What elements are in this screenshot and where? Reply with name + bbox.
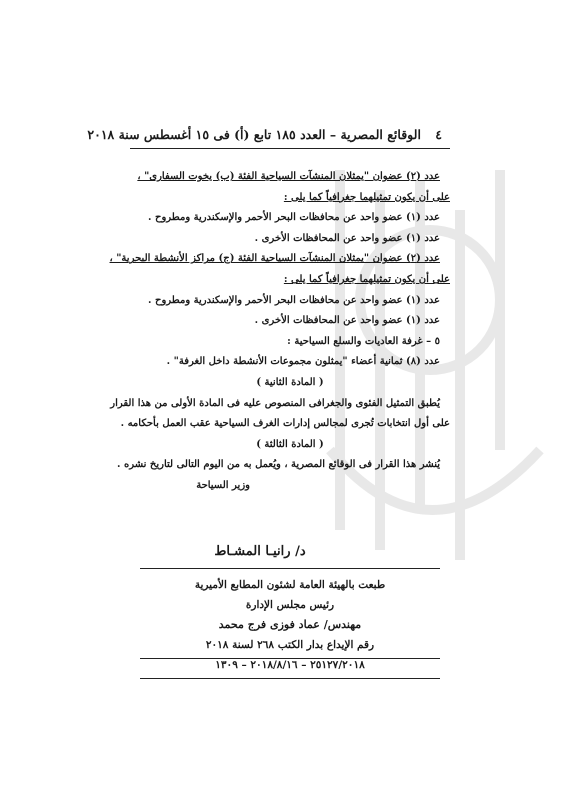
text-line: عدد (٢) عضوان "يمثلان المنشآت السياحية الفئة (ب) يخوت السفارى" ، — [137, 171, 440, 182]
signatory-name: د/ رانيـا المشـاط — [214, 544, 306, 559]
imprint-block — [130, 575, 450, 675]
deposit-number: رقم الإيداع بدار الكتب ٢٦٨ لسنة ٢٠١٨ — [205, 639, 375, 651]
separator-rule — [140, 568, 440, 569]
chair-title: رئيس مجلس الإدارة — [245, 599, 335, 611]
minister-title: وزير السياحة — [196, 479, 250, 491]
chair-name: مهندس/ عماد فوزى فرج محمد — [218, 618, 362, 631]
text-line: عدد (٨) ثمانية أعضاء "يمثلون مجموعات الأنشطة داخل الغرفة" . — [166, 356, 440, 368]
signature-block — [160, 540, 360, 559]
text-line: على أول انتخابات تُجرى لمجالس إدارات الغرف السياحية عقب العمل بأحكامه . — [120, 418, 450, 430]
page-number: ٤ — [435, 127, 442, 142]
text-line: عدد (٢) عضوان "يمثلان المنشآت السياحية الفئة (ج) مراكز الأنشطة البحرية" ، — [109, 253, 440, 265]
body-text — [109, 167, 450, 497]
text-line: على أن يكون تمثيلهما جغرافياً كما يلى : — [283, 191, 450, 203]
text-line: على أن يكون تمثيلهما جغرافياً كما يلى : — [283, 273, 450, 285]
article-heading: ( المادة الثانية ) — [256, 376, 324, 388]
text-line: يُنشر هذا القرار فى الوقائع المصرية ، ويُعمل به من اليوم التالى لتاريخ نشره . — [117, 459, 440, 471]
text-line: عدد (١) عضو واحد عن المحافظات الأخرى . — [254, 315, 440, 327]
article-heading: ( المادة الثالثة ) — [256, 438, 324, 450]
gazette-title: الوقائع المصرية – العدد ١٨٥ تابع (أ) فى ١٥ أغسطس سنة ٢٠١٨ — [87, 127, 421, 142]
header-rule — [130, 148, 450, 149]
page-header — [87, 127, 442, 142]
publication-codes: ٢٥١٢٧/٢٠١٨ – ٢٠١٨/٨/١٦ – ١٣٠٩ — [215, 659, 365, 671]
section-heading: ٥ – غرفة العاديات والسلع السياحية : — [287, 335, 440, 347]
text-line: يُطبق التمثيل الفئوى والجغرافى المنصوص عليه فى المادة الأولى من هذا القرار — [110, 397, 440, 409]
separator-rule-mid — [140, 658, 440, 659]
printer-line: طبعت بالهيئة العامة لشئون المطابع الأميرية — [194, 579, 386, 591]
text-line: عدد (١) عضو واحد عن محافظات البحر الأحمر والإسكندرية ومطروح . — [148, 212, 440, 224]
text-line: عدد (١) عضو واحد عن المحافظات الأخرى . — [254, 232, 440, 244]
text-line: عدد (١) عضو واحد عن محافظات البحر الأحمر والإسكندرية ومطروح . — [148, 294, 440, 306]
separator-rule-bottom — [140, 678, 440, 679]
